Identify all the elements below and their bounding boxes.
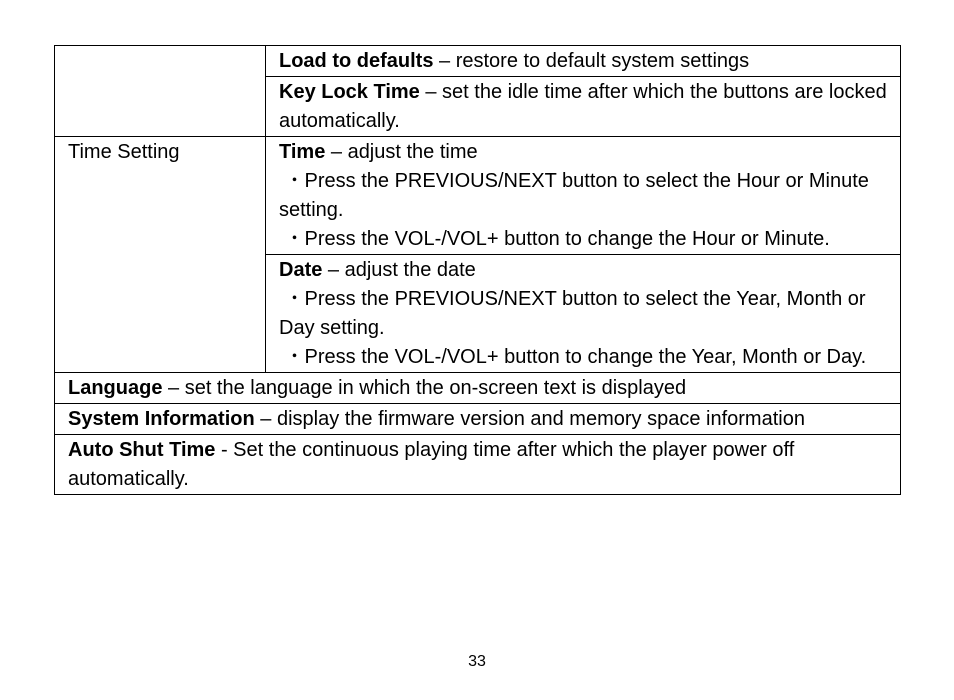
load-defaults-desc: – restore to default system settings bbox=[433, 50, 750, 72]
date-bullet-2: ・Press the VOL-/VOL+ button to change the Year, Month or Day. bbox=[279, 346, 867, 368]
table-row bbox=[55, 46, 901, 77]
empty-label-cell bbox=[55, 46, 266, 137]
time-bullet-2: ・Press the VOL-/VOL+ button to change the Hour or Minute. bbox=[279, 228, 830, 250]
table-row bbox=[55, 373, 901, 404]
time-desc: – adjust the time bbox=[325, 141, 478, 163]
system-info-term: System Information bbox=[68, 408, 255, 430]
language-term: Language bbox=[68, 377, 163, 399]
key-lock-term: Key Lock Time bbox=[279, 81, 420, 103]
table-row bbox=[55, 137, 901, 255]
date-term: Date bbox=[279, 259, 323, 281]
settings-table bbox=[54, 45, 901, 495]
time-cell bbox=[266, 137, 901, 255]
key-lock-cell bbox=[266, 77, 901, 137]
date-bullet-1: ・Press the PREVIOUS/NEXT button to select the Year, Month or Day setting. bbox=[279, 288, 866, 339]
page-number: 33 bbox=[468, 653, 486, 670]
system-info-desc: – display the firmware version and memory space information bbox=[254, 408, 805, 430]
system-info-cell bbox=[55, 404, 901, 435]
load-defaults-term: Load to defaults bbox=[279, 50, 434, 72]
table-row bbox=[55, 435, 901, 495]
key-lock-desc: – set the idle time after which the buttons are locked automatically. bbox=[279, 81, 887, 132]
time-setting-label: Time Setting bbox=[55, 137, 266, 373]
language-desc: – set the language in which the on-screen text is displayed bbox=[162, 377, 687, 399]
date-desc: – adjust the date bbox=[322, 259, 476, 281]
load-defaults-cell bbox=[266, 46, 901, 77]
table-row bbox=[55, 404, 901, 435]
auto-shut-cell bbox=[55, 435, 901, 495]
time-bullet-1: ・Press the PREVIOUS/NEXT button to select the Hour or Minute setting. bbox=[279, 170, 869, 221]
language-cell bbox=[55, 373, 901, 404]
auto-shut-term: Auto Shut Time bbox=[68, 439, 216, 461]
auto-shut-desc: - Set the continuous playing time after which the player power off automatically. bbox=[68, 439, 795, 490]
time-term: Time bbox=[279, 141, 326, 163]
date-cell bbox=[266, 255, 901, 373]
